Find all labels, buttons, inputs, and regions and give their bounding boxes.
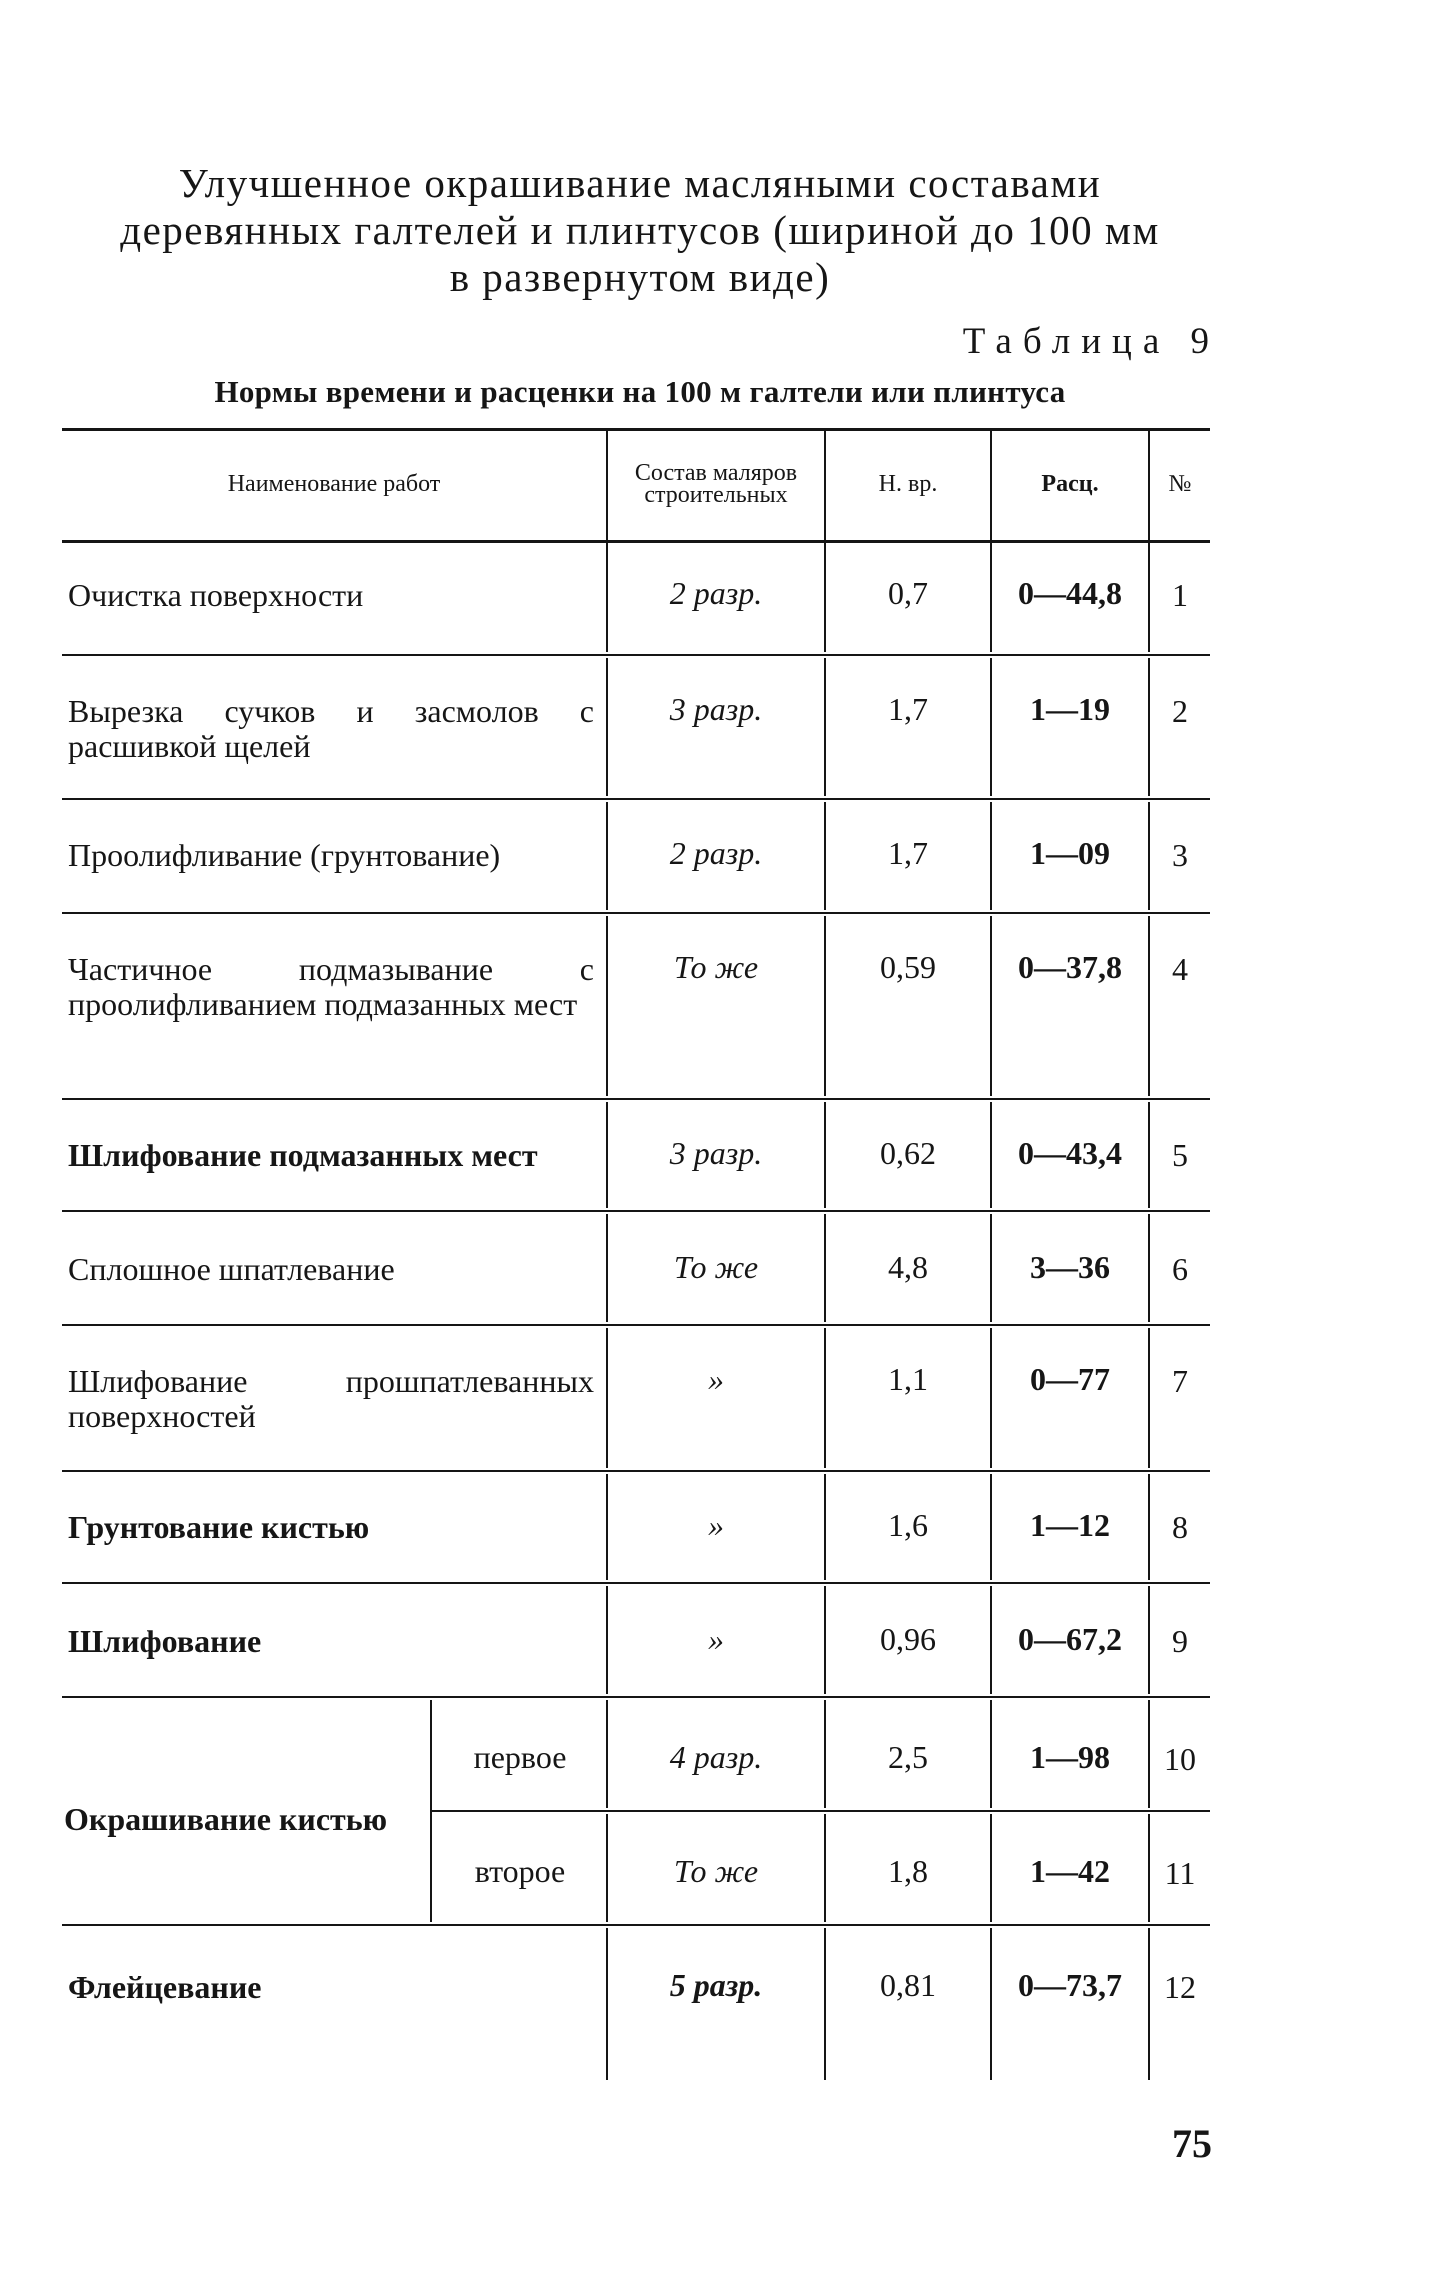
row-2-price: 1—19 [1030, 691, 1110, 727]
painting-second-label: второе [474, 1853, 566, 1889]
column-rule [606, 658, 608, 796]
norms-table [62, 428, 1210, 2088]
header-crew: Состав маляров строительных [634, 460, 798, 508]
row-4-num: 4 [1172, 951, 1188, 987]
row-5-work: Шлифование подмазанных мест [68, 1137, 538, 1173]
row-11-price: 1—42 [1030, 1853, 1110, 1889]
row-5-num: 5 [1172, 1137, 1188, 1173]
row-8-crew: » [708, 1507, 724, 1543]
row-7-price: 0—77 [1030, 1361, 1110, 1397]
header-price: Расц. [1041, 471, 1099, 497]
column-rule [990, 916, 992, 1096]
column-rule [824, 658, 826, 796]
painting-work: Окрашивание кистью [64, 1801, 388, 1837]
row-2-work: Вырезка сучков и засмолов с расшивкой щелей [68, 693, 594, 764]
heading-line: Улучшенное окрашивание масляными составами [178, 160, 1102, 206]
row-3-work: Проолифливание (грунтование) [68, 837, 501, 873]
row-7-crew: » [708, 1361, 724, 1397]
row-2-crew: 3 разр. [669, 691, 763, 727]
row-4-time: 0,59 [880, 949, 936, 985]
row-rule [432, 1810, 1210, 1812]
header-time: Н. вр. [878, 471, 938, 497]
column-rule [606, 916, 608, 1096]
row-8-num: 8 [1172, 1509, 1188, 1545]
row-4-crew: То же [673, 949, 759, 985]
row-rule [62, 654, 1210, 656]
row-2-num: 2 [1172, 693, 1188, 729]
row-4-work: Частичное подмазывание с проолифливанием подмазанных мест [68, 951, 594, 1022]
row-6-crew: То же [673, 1249, 759, 1285]
row-1-time: 0,7 [888, 575, 928, 611]
row-rule [62, 798, 1210, 800]
row-8-time: 1,6 [888, 1507, 928, 1543]
row-rule [62, 1924, 1210, 1926]
column-rule [824, 1928, 826, 2080]
row-11-time: 1,8 [888, 1853, 928, 1889]
row-10-price: 1—98 [1030, 1739, 1110, 1775]
header-work: Наименование работ [227, 471, 441, 497]
row-rule [62, 1210, 1210, 1212]
row-9-price: 0—67,2 [1018, 1621, 1122, 1657]
row-5-price: 0—43,4 [1018, 1135, 1122, 1171]
row-rule [62, 912, 1210, 914]
row-3-num: 3 [1172, 837, 1188, 873]
row-12-num: 12 [1164, 1969, 1196, 2005]
column-rule [990, 658, 992, 796]
row-6-num: 6 [1172, 1251, 1188, 1287]
row-3-time: 1,7 [888, 835, 928, 871]
header-num: № [1168, 471, 1192, 497]
row-7-time: 1,1 [888, 1361, 928, 1397]
row-2-time: 1,7 [888, 691, 928, 727]
column-rule [606, 1928, 608, 2080]
row-8-work: Грунтование кистью [68, 1509, 370, 1545]
row-9-time: 0,96 [880, 1621, 936, 1657]
row-10-num: 10 [1164, 1741, 1196, 1777]
row-12-crew: 5 разр. [669, 1967, 763, 2003]
row-rule [62, 1696, 1210, 1698]
row-1-work: Очистка поверхности [68, 577, 364, 613]
heading-line: деревянных галтелей и плинтусов (шириной до 100 мм [120, 207, 1160, 253]
column-rule [606, 1328, 608, 1468]
row-10-crew: 4 разр. [669, 1739, 763, 1775]
page-heading [60, 160, 1220, 301]
column-rule [990, 1328, 992, 1468]
row-9-crew: » [708, 1621, 724, 1657]
row-5-time: 0,62 [880, 1135, 936, 1171]
row-rule [62, 1324, 1210, 1326]
column-rule [990, 1928, 992, 2080]
row-12-work: Флейцевание [68, 1969, 262, 2005]
row-12-price: 0—73,7 [1018, 1967, 1122, 2003]
column-rule [1148, 916, 1150, 1096]
row-11-num: 11 [1164, 1855, 1196, 1891]
row-10-time: 2,5 [888, 1739, 928, 1775]
row-3-crew: 2 разр. [669, 835, 763, 871]
row-rule [62, 1470, 1210, 1472]
heading-line: в развернутом виде) [449, 254, 831, 300]
row-3-price: 1—09 [1030, 835, 1110, 871]
row-5-crew: 3 разр. [669, 1135, 763, 1171]
row-rule [62, 540, 1210, 543]
row-12-time: 0,81 [880, 1967, 936, 2003]
table-label: Таблица 9 [962, 321, 1220, 362]
row-rule [62, 1582, 1210, 1584]
row-4-price: 0—37,8 [1018, 949, 1122, 985]
row-8-price: 1—12 [1030, 1507, 1110, 1543]
row-6-work: Сплошное шпатлевание [68, 1251, 395, 1287]
row-11-crew: То же [673, 1853, 759, 1889]
table-title: Нормы времени и расценки на 100 м галтели или плинтуса [214, 374, 1066, 409]
row-6-time: 4,8 [888, 1249, 928, 1285]
row-6-price: 3—36 [1030, 1249, 1110, 1285]
row-rule [62, 1098, 1210, 1100]
column-rule [824, 916, 826, 1096]
row-9-work: Шлифование [68, 1623, 262, 1659]
row-9-num: 9 [1172, 1623, 1188, 1659]
row-1-crew: 2 разр. [669, 575, 763, 611]
row-7-work: Шлифование прошпатлеванных поверхностей [68, 1363, 594, 1434]
page-number: 75 [1172, 2121, 1212, 2166]
row-1-price: 0—44,8 [1018, 575, 1122, 611]
column-rule [824, 1328, 826, 1468]
painting-first-label: первое [473, 1739, 567, 1775]
row-7-num: 7 [1172, 1363, 1188, 1399]
row-1-num: 1 [1172, 577, 1188, 613]
